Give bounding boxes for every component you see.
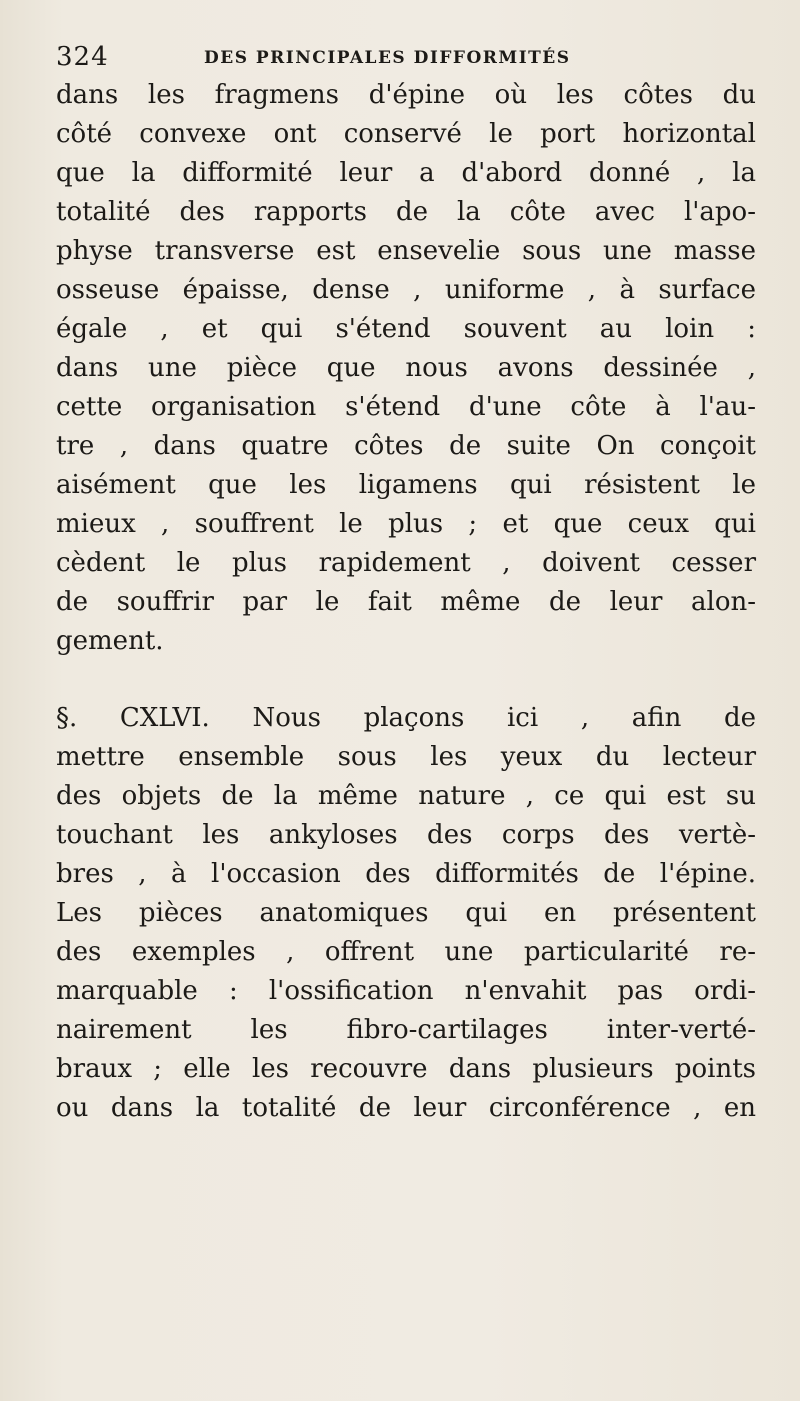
page-number: 324 <box>56 42 109 72</box>
text-line: cette organisation s'étend d'une côte à l'au- <box>56 392 756 422</box>
text-line: touchant les ankyloses des corps des vertè- <box>56 820 756 850</box>
text-line: mettre ensemble sous les yeux du lecteur <box>56 742 756 772</box>
body-text <box>56 76 756 1128</box>
page-header <box>56 42 756 76</box>
text-line: de souffrir par le fait même de leur alon- <box>56 587 756 617</box>
text-line: gement. <box>56 626 164 656</box>
text-line: bres , à l'occasion des difformités de l'épine. <box>56 859 756 889</box>
text-line: que la difformité leur a d'abord donné , la <box>56 158 756 188</box>
text-line: marquable : l'ossification n'envahit pas ordi- <box>56 976 756 1006</box>
text-line: braux ; elle les recouvre dans plusieurs points <box>56 1054 756 1084</box>
text-line: ou dans la totalité de leur circonférence , en <box>56 1093 756 1123</box>
text-line: dans une pièce que nous avons dessinée , <box>56 353 756 383</box>
text-line: cèdent le plus rapidement , doivent cesser <box>56 548 756 578</box>
text-line: physe transverse est ensevelie sous une masse <box>56 236 756 266</box>
text-line: osseuse épaisse, dense , uniforme , à surface <box>56 275 756 305</box>
text-line: des exemples , offrent une particularité re- <box>56 937 756 967</box>
text-line: mieux , souffrent le plus ; et que ceux qui <box>56 509 756 539</box>
text-line: dans les fragmens d'épine où les côtes du <box>56 80 756 110</box>
text-line: égale , et qui s'étend souvent au loin : <box>56 314 756 344</box>
paragraph-2 <box>56 699 756 1128</box>
text-line: nairement les fibro-cartilages inter-verté- <box>56 1015 756 1045</box>
text-line: Les pièces anatomiques qui en présentent <box>56 898 756 928</box>
text-line: §. CXLVI. Nous plaçons ici , afin de <box>56 703 756 733</box>
text-line: totalité des rapports de la côte avec l'apo- <box>56 197 756 227</box>
running-head: DES PRINCIPALES DIFFORMITÉS <box>204 48 571 68</box>
text-line: aisément que les ligamens qui résistent le <box>56 470 756 500</box>
text-line: des objets de la même nature , ce qui est su <box>56 781 756 811</box>
text-line: tre , dans quatre côtes de suite On conçoit <box>56 431 756 461</box>
paragraph-gap <box>56 661 756 699</box>
paragraph-1 <box>56 76 756 661</box>
text-line: côté convexe ont conservé le port horizontal <box>56 119 756 149</box>
